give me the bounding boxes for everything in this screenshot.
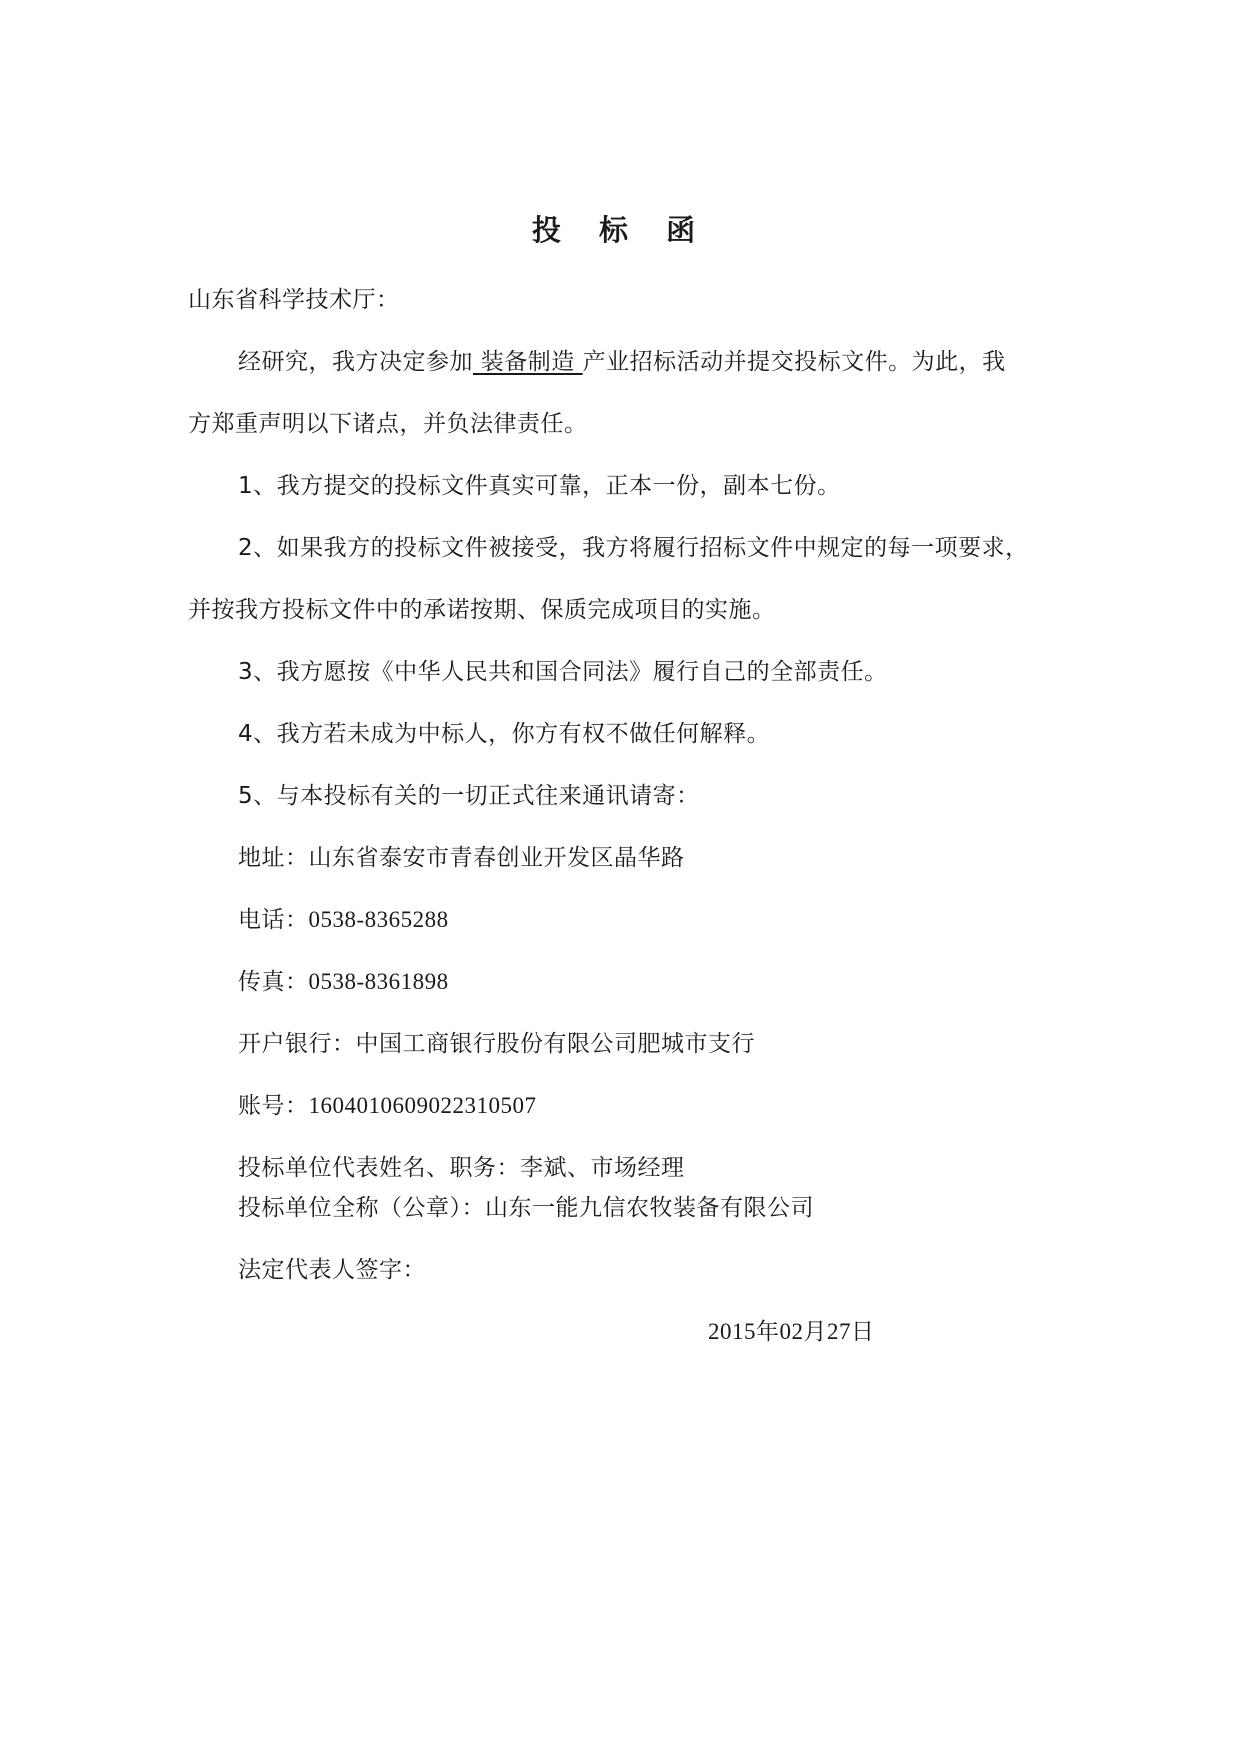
item-1: 1、我方提交的投标文件真实可靠，正本一份，副本七份。 <box>238 473 841 499</box>
address-value: 山东省泰安市青春创业开发区晶华路 <box>308 845 685 871</box>
item-5: 5、与本投标有关的一切正式往来通讯请寄： <box>238 783 700 809</box>
letter-date: 2015年02月27日 <box>708 1319 875 1344</box>
item-2-line-1: 2、如果我方的投标文件被接受，我方将履行招标文件中规定的每一项要求， <box>238 535 1029 561</box>
representative-line <box>238 1152 685 1184</box>
recipient: 山东省科学技术厅： <box>188 287 400 313</box>
item-3: 3、我方愿按《中华人民共和国合同法》履行自己的全部责任。 <box>238 659 888 685</box>
representative-label: 投标单位代表姓名、职务： <box>238 1155 520 1181</box>
company-label: 投标单位全称（公章）： <box>238 1195 485 1221</box>
phone-value: 0538-8365288 <box>308 907 449 932</box>
phone-line <box>238 904 449 936</box>
item-2-line-2: 并按我方投标文件中的承诺按期、保质完成项目的实施。 <box>188 597 776 623</box>
intro-line-2: 方郑重声明以下诸点，并负法律责任。 <box>188 411 588 437</box>
company-line <box>238 1192 814 1224</box>
address-line <box>238 842 685 874</box>
legal-representative-signature: 法定代表人签字： <box>238 1257 426 1283</box>
fax-value: 0538-8361898 <box>308 969 449 994</box>
phone-label: 电话： <box>238 907 309 933</box>
account-line <box>238 1090 537 1122</box>
company-value: 山东一能九信农牧装备有限公司 <box>485 1195 814 1221</box>
intro-text-part1: 经研究，我方决定参加 <box>238 349 473 375</box>
page-title: 投 标 函 <box>531 213 710 247</box>
intro-text-part2: 产业招标活动并提交投标文件。为此，我 <box>582 349 1006 375</box>
account-value: 1604010609022310507 <box>308 1093 537 1118</box>
account-label: 账号： <box>238 1093 309 1119</box>
representative-value: 李斌、市场经理 <box>520 1155 685 1181</box>
bank-value: 中国工商银行股份有限公司肥城市支行 <box>355 1031 755 1057</box>
intro-line-1 <box>238 346 1006 378</box>
industry-name: 装备制造 <box>473 349 583 375</box>
bank-line <box>238 1028 755 1060</box>
item-4: 4、我方若未成为中标人，你方有权不做任何解释。 <box>238 721 771 747</box>
fax-line <box>238 966 449 998</box>
fax-label: 传真： <box>238 969 309 995</box>
address-label: 地址： <box>238 845 309 871</box>
bank-label: 开户银行： <box>238 1031 356 1057</box>
